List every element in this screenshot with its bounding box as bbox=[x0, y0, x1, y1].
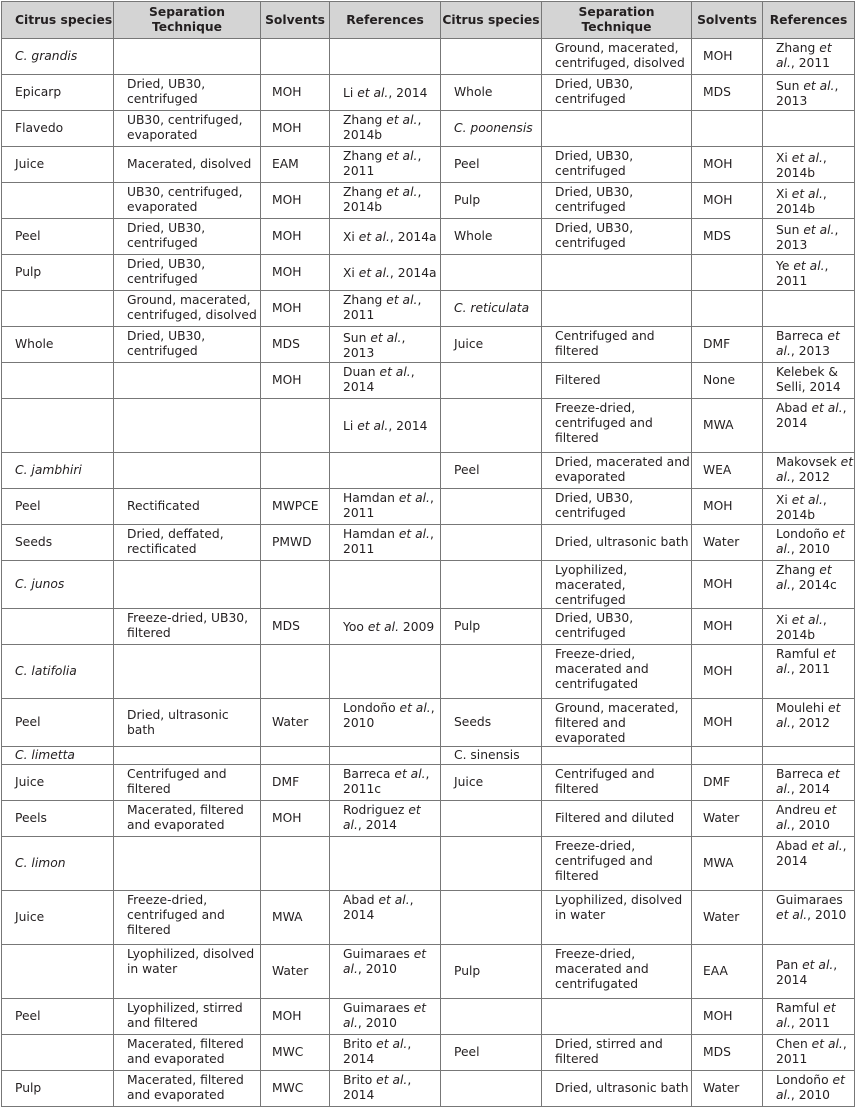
species-cell bbox=[2, 945, 114, 999]
species-cell bbox=[441, 837, 542, 891]
reference-cell: Zhang et al., 2011 bbox=[330, 147, 441, 183]
species-cell bbox=[2, 183, 114, 219]
reference-cell: Ramful et al., 2011 bbox=[763, 645, 855, 699]
species-cell: C. latifolia bbox=[2, 645, 114, 699]
technique-cell: Dried, UB30, centrifuged bbox=[542, 75, 692, 111]
reference-cell: Sun et al., 2013 bbox=[330, 327, 441, 363]
solvent-cell: MOH bbox=[261, 255, 330, 291]
reference-cell bbox=[330, 645, 441, 699]
species-cell bbox=[441, 399, 542, 453]
technique-cell: Lyophilized, stirred and filtered bbox=[114, 999, 261, 1035]
citrus-separation-table bbox=[1, 1, 855, 1107]
solvent-cell bbox=[261, 561, 330, 609]
technique-cell: Centrifuged and filtered bbox=[542, 765, 692, 801]
table-row bbox=[2, 645, 855, 699]
solvent-cell: MOH bbox=[692, 183, 763, 219]
col-header-citrus-species: Citrus species bbox=[2, 2, 114, 39]
table-row bbox=[2, 183, 855, 219]
technique-cell: Freeze-dried, macerated and centrifugated bbox=[542, 945, 692, 999]
reference-cell: Li et al., 2014 bbox=[330, 75, 441, 111]
solvent-cell: EAM bbox=[261, 147, 330, 183]
table-row bbox=[2, 945, 855, 999]
solvent-cell bbox=[692, 111, 763, 147]
reference-cell: Ye et al., 2011 bbox=[763, 255, 855, 291]
technique-cell bbox=[114, 363, 261, 399]
solvent-cell: MOH bbox=[692, 147, 763, 183]
species-cell bbox=[441, 1071, 542, 1107]
solvent-cell: MOH bbox=[261, 183, 330, 219]
technique-cell bbox=[114, 453, 261, 489]
reference-cell: Barreca et al., 2014 bbox=[763, 765, 855, 801]
species-cell bbox=[2, 1035, 114, 1071]
species-cell bbox=[441, 645, 542, 699]
technique-cell: Dried, UB30, centrifuged bbox=[114, 75, 261, 111]
technique-cell: Lyophilized, macerated, centrifuged bbox=[542, 561, 692, 609]
solvent-cell: MOH bbox=[692, 699, 763, 747]
table-row bbox=[2, 525, 855, 561]
reference-cell: Andreu et al., 2010 bbox=[763, 801, 855, 837]
species-cell: Whole bbox=[2, 327, 114, 363]
species-cell: Pulp bbox=[2, 1071, 114, 1107]
technique-cell bbox=[114, 561, 261, 609]
technique-cell: Dried, UB30, centrifuged bbox=[114, 255, 261, 291]
solvent-cell bbox=[692, 255, 763, 291]
reference-cell bbox=[763, 291, 855, 327]
species-cell: Peel bbox=[2, 219, 114, 255]
species-cell bbox=[441, 489, 542, 525]
reference-cell: Zhang et al., 2011 bbox=[763, 39, 855, 75]
reference-cell: Ramful et al., 2011 bbox=[763, 999, 855, 1035]
reference-cell bbox=[330, 453, 441, 489]
solvent-cell: MDS bbox=[692, 1035, 763, 1071]
technique-cell bbox=[542, 291, 692, 327]
solvent-cell: DMF bbox=[692, 765, 763, 801]
table-row bbox=[2, 111, 855, 147]
reference-cell bbox=[330, 837, 441, 891]
reference-cell: Abad et al., 2014 bbox=[330, 891, 441, 945]
reference-cell: Xi et al., 2014a bbox=[330, 255, 441, 291]
species-cell: Flavedo bbox=[2, 111, 114, 147]
solvent-cell: Water bbox=[692, 891, 763, 945]
species-cell: C. limetta bbox=[2, 747, 114, 765]
technique-cell: Lyophilized, disolved in water bbox=[114, 945, 261, 999]
reference-cell: Hamdan et al., 2011 bbox=[330, 525, 441, 561]
species-cell bbox=[441, 255, 542, 291]
technique-cell: Filtered and diluted bbox=[542, 801, 692, 837]
solvent-cell bbox=[261, 453, 330, 489]
table-row bbox=[2, 699, 855, 747]
reference-cell: Pan et al., 2014 bbox=[763, 945, 855, 999]
col-header-citrus-species-2: Citrus species bbox=[441, 2, 542, 39]
table-row bbox=[2, 75, 855, 111]
reference-cell: Londoño et al., 2010 bbox=[330, 699, 441, 747]
species-cell: Juice bbox=[2, 147, 114, 183]
technique-cell: Dried, deffated, rectificated bbox=[114, 525, 261, 561]
technique-cell: Filtered bbox=[542, 363, 692, 399]
solvent-cell: MWA bbox=[261, 891, 330, 945]
reference-cell: Barreca et al., 2011c bbox=[330, 765, 441, 801]
reference-cell: Chen et al., 2011 bbox=[763, 1035, 855, 1071]
technique-cell: Ground, macerated, centrifuged, disolved bbox=[542, 39, 692, 75]
technique-cell: Dried, UB30, centrifuged bbox=[542, 489, 692, 525]
species-cell: C. sinensis bbox=[441, 747, 542, 765]
species-cell: C. jambhiri bbox=[2, 453, 114, 489]
reference-cell: Barreca et al., 2013 bbox=[763, 327, 855, 363]
technique-cell: Ground, macerated, centrifuged, disolved bbox=[114, 291, 261, 327]
species-cell: Juice bbox=[441, 765, 542, 801]
reference-cell: Hamdan et al., 2011 bbox=[330, 489, 441, 525]
table-row bbox=[2, 399, 855, 453]
solvent-cell: MOH bbox=[261, 801, 330, 837]
reference-cell: Moulehi et al., 2012 bbox=[763, 699, 855, 747]
species-cell bbox=[2, 399, 114, 453]
technique-cell: Freeze-dried, centrifuged and filtered bbox=[114, 891, 261, 945]
table-row bbox=[2, 327, 855, 363]
solvent-cell: None bbox=[692, 363, 763, 399]
reference-cell bbox=[763, 747, 855, 765]
solvent-cell: Water bbox=[261, 699, 330, 747]
species-cell: Peel bbox=[2, 489, 114, 525]
reference-cell: Guimaraes et al., 2010 bbox=[330, 945, 441, 999]
species-cell bbox=[441, 39, 542, 75]
reference-cell: Xi et al., 2014b bbox=[763, 147, 855, 183]
reference-cell: Zhang et al., 2011 bbox=[330, 291, 441, 327]
table-row bbox=[2, 891, 855, 945]
col-header-references: References bbox=[330, 2, 441, 39]
solvent-cell: MOH bbox=[261, 363, 330, 399]
reference-cell: Zhang et al., 2014b bbox=[330, 111, 441, 147]
col-header-separation-technique: Separation Technique bbox=[114, 2, 261, 39]
solvent-cell: Water bbox=[261, 945, 330, 999]
species-cell bbox=[2, 609, 114, 645]
solvent-cell: WEA bbox=[692, 453, 763, 489]
solvent-cell bbox=[261, 837, 330, 891]
technique-cell: Macerated, disolved bbox=[114, 147, 261, 183]
solvent-cell: MOH bbox=[692, 489, 763, 525]
table-row bbox=[2, 363, 855, 399]
technique-cell: Lyophilized, disolved in water bbox=[542, 891, 692, 945]
solvent-cell: MWA bbox=[692, 399, 763, 453]
solvent-cell: MOH bbox=[692, 609, 763, 645]
reference-cell: Xi et al., 2014b bbox=[763, 609, 855, 645]
reference-cell: Li et al., 2014 bbox=[330, 399, 441, 453]
table-row bbox=[2, 609, 855, 645]
technique-cell bbox=[542, 255, 692, 291]
solvent-cell bbox=[261, 645, 330, 699]
technique-cell: Dried, UB30, centrifuged bbox=[542, 147, 692, 183]
technique-cell: UB30, centrifuged, evaporated bbox=[114, 111, 261, 147]
solvent-cell: MOH bbox=[261, 219, 330, 255]
technique-cell bbox=[542, 111, 692, 147]
technique-cell bbox=[114, 645, 261, 699]
reference-cell: Guimaraes et al., 2010 bbox=[763, 891, 855, 945]
reference-cell: Kelebek & Selli, 2014 bbox=[763, 363, 855, 399]
species-cell: Peel bbox=[2, 699, 114, 747]
species-cell: Whole bbox=[441, 219, 542, 255]
table-row bbox=[2, 561, 855, 609]
table-row bbox=[2, 999, 855, 1035]
solvent-cell: DMF bbox=[692, 327, 763, 363]
species-cell bbox=[2, 291, 114, 327]
solvent-cell bbox=[261, 39, 330, 75]
technique-cell bbox=[542, 747, 692, 765]
solvent-cell: MOH bbox=[692, 561, 763, 609]
solvent-cell: MOH bbox=[261, 999, 330, 1035]
col-header-references-2: References bbox=[763, 2, 855, 39]
species-cell: Peels bbox=[2, 801, 114, 837]
solvent-cell bbox=[261, 399, 330, 453]
col-header-solvents-2: Solvents bbox=[692, 2, 763, 39]
table-row bbox=[2, 219, 855, 255]
table-row bbox=[2, 453, 855, 489]
species-cell: Whole bbox=[441, 75, 542, 111]
technique-cell: Macerated, filtered and evaporated bbox=[114, 801, 261, 837]
reference-cell: Abad et al., 2014 bbox=[763, 399, 855, 453]
species-cell: C. limon bbox=[2, 837, 114, 891]
solvent-cell: MOH bbox=[261, 291, 330, 327]
technique-cell: Centrifuged and filtered bbox=[114, 765, 261, 801]
col-header-separation-technique-2: Separation Technique bbox=[542, 2, 692, 39]
species-cell: C. junos bbox=[2, 561, 114, 609]
species-cell bbox=[441, 525, 542, 561]
col-header-solvents: Solvents bbox=[261, 2, 330, 39]
table-row bbox=[2, 255, 855, 291]
species-cell: Peel bbox=[2, 999, 114, 1035]
technique-cell: Freeze-dried, macerated and centrifugated bbox=[542, 645, 692, 699]
reference-cell: Duan et al., 2014 bbox=[330, 363, 441, 399]
reference-cell: Xi et al., 2014a bbox=[330, 219, 441, 255]
solvent-cell bbox=[692, 291, 763, 327]
species-cell: Pulp bbox=[441, 945, 542, 999]
species-cell: Seeds bbox=[441, 699, 542, 747]
reference-cell: Brito et al., 2014 bbox=[330, 1035, 441, 1071]
technique-cell: Dried, UB30, centrifuged bbox=[542, 183, 692, 219]
table-row bbox=[2, 1035, 855, 1071]
table-row bbox=[2, 765, 855, 801]
reference-cell: Guimaraes et al., 2010 bbox=[330, 999, 441, 1035]
reference-cell: Zhang et al., 2014c bbox=[763, 561, 855, 609]
solvent-cell: MOH bbox=[261, 75, 330, 111]
solvent-cell: MDS bbox=[692, 219, 763, 255]
solvent-cell bbox=[261, 747, 330, 765]
technique-cell: Dried, macerated and evaporated bbox=[542, 453, 692, 489]
reference-cell bbox=[330, 39, 441, 75]
species-cell: Juice bbox=[441, 327, 542, 363]
technique-cell: Dried, stirred and filtered bbox=[542, 1035, 692, 1071]
species-cell: C. poonensis bbox=[441, 111, 542, 147]
solvent-cell: MWPCE bbox=[261, 489, 330, 525]
species-cell: Pulp bbox=[441, 183, 542, 219]
technique-cell: Dried, ultrasonic bath bbox=[114, 699, 261, 747]
solvent-cell: MWC bbox=[261, 1035, 330, 1071]
species-cell: C. grandis bbox=[2, 39, 114, 75]
table-row bbox=[2, 837, 855, 891]
species-cell: Epicarp bbox=[2, 75, 114, 111]
technique-cell: Dried, UB30, centrifuged bbox=[542, 609, 692, 645]
technique-cell: Dried, ultrasonic bath bbox=[542, 1071, 692, 1107]
reference-cell: Abad et al., 2014 bbox=[763, 837, 855, 891]
technique-cell: Dried, UB30, centrifuged bbox=[114, 327, 261, 363]
solvent-cell: MDS bbox=[261, 609, 330, 645]
species-cell bbox=[441, 561, 542, 609]
species-cell bbox=[2, 363, 114, 399]
solvent-cell: Water bbox=[692, 525, 763, 561]
technique-cell: Macerated, filtered and evaporated bbox=[114, 1035, 261, 1071]
technique-cell bbox=[114, 747, 261, 765]
solvent-cell: MOH bbox=[692, 39, 763, 75]
reference-cell: Londoño et al., 2010 bbox=[763, 1071, 855, 1107]
technique-cell: Dried, UB30, centrifuged bbox=[114, 219, 261, 255]
technique-cell: Freeze-dried, centrifuged and filtered bbox=[542, 837, 692, 891]
technique-cell: Ground, macerated, filtered and evaporated bbox=[542, 699, 692, 747]
technique-cell bbox=[114, 399, 261, 453]
species-cell: Pulp bbox=[2, 255, 114, 291]
technique-cell: Freeze-dried, centrifuged and filtered bbox=[542, 399, 692, 453]
technique-cell: Rectificated bbox=[114, 489, 261, 525]
table-row bbox=[2, 801, 855, 837]
reference-cell: Brito et al., 2014 bbox=[330, 1071, 441, 1107]
solvent-cell: MOH bbox=[261, 111, 330, 147]
species-cell: Peel bbox=[441, 453, 542, 489]
technique-cell bbox=[542, 999, 692, 1035]
technique-cell: Macerated, filtered and evaporated bbox=[114, 1071, 261, 1107]
table-row bbox=[2, 39, 855, 75]
reference-cell bbox=[763, 111, 855, 147]
reference-cell: Xi et al., 2014b bbox=[763, 489, 855, 525]
species-cell: Peel bbox=[441, 147, 542, 183]
species-cell: Pulp bbox=[441, 609, 542, 645]
solvent-cell: MDS bbox=[261, 327, 330, 363]
technique-cell bbox=[114, 837, 261, 891]
reference-cell: Xi et al., 2014b bbox=[763, 183, 855, 219]
species-cell: Peel bbox=[441, 1035, 542, 1071]
reference-cell: Sun et al., 2013 bbox=[763, 75, 855, 111]
reference-cell: Sun et al., 2013 bbox=[763, 219, 855, 255]
solvent-cell: MOH bbox=[692, 645, 763, 699]
technique-cell: Dried, ultrasonic bath bbox=[542, 525, 692, 561]
table-row bbox=[2, 489, 855, 525]
solvent-cell: MOH bbox=[692, 999, 763, 1035]
technique-cell: Dried, UB30, centrifuged bbox=[542, 219, 692, 255]
solvent-cell: Water bbox=[692, 801, 763, 837]
reference-cell: Rodriguez et al., 2014 bbox=[330, 801, 441, 837]
species-cell: Seeds bbox=[2, 525, 114, 561]
solvent-cell: PMWD bbox=[261, 525, 330, 561]
species-cell bbox=[441, 801, 542, 837]
solvent-cell: MWC bbox=[261, 1071, 330, 1107]
solvent-cell: Water bbox=[692, 1071, 763, 1107]
reference-cell: Yoo et al. 2009 bbox=[330, 609, 441, 645]
table-row bbox=[2, 291, 855, 327]
table-row bbox=[2, 747, 855, 765]
species-cell bbox=[441, 891, 542, 945]
reference-cell: Makovsek et al., 2012 bbox=[763, 453, 855, 489]
technique-cell: Centrifuged and filtered bbox=[542, 327, 692, 363]
reference-cell bbox=[330, 561, 441, 609]
solvent-cell: EAA bbox=[692, 945, 763, 999]
species-cell: C. reticulata bbox=[441, 291, 542, 327]
technique-cell: UB30, centrifuged, evaporated bbox=[114, 183, 261, 219]
technique-cell: Freeze-dried, UB30, filtered bbox=[114, 609, 261, 645]
species-cell bbox=[441, 363, 542, 399]
header-row bbox=[2, 2, 855, 39]
reference-cell: Zhang et al., 2014b bbox=[330, 183, 441, 219]
table-row bbox=[2, 1071, 855, 1107]
solvent-cell: MWA bbox=[692, 837, 763, 891]
solvent-cell: MDS bbox=[692, 75, 763, 111]
species-cell: Juice bbox=[2, 765, 114, 801]
technique-cell bbox=[114, 39, 261, 75]
solvent-cell: DMF bbox=[261, 765, 330, 801]
table-row bbox=[2, 147, 855, 183]
species-cell: Juice bbox=[2, 891, 114, 945]
reference-cell: Londoño et al., 2010 bbox=[763, 525, 855, 561]
reference-cell bbox=[330, 747, 441, 765]
species-cell bbox=[441, 999, 542, 1035]
solvent-cell bbox=[692, 747, 763, 765]
